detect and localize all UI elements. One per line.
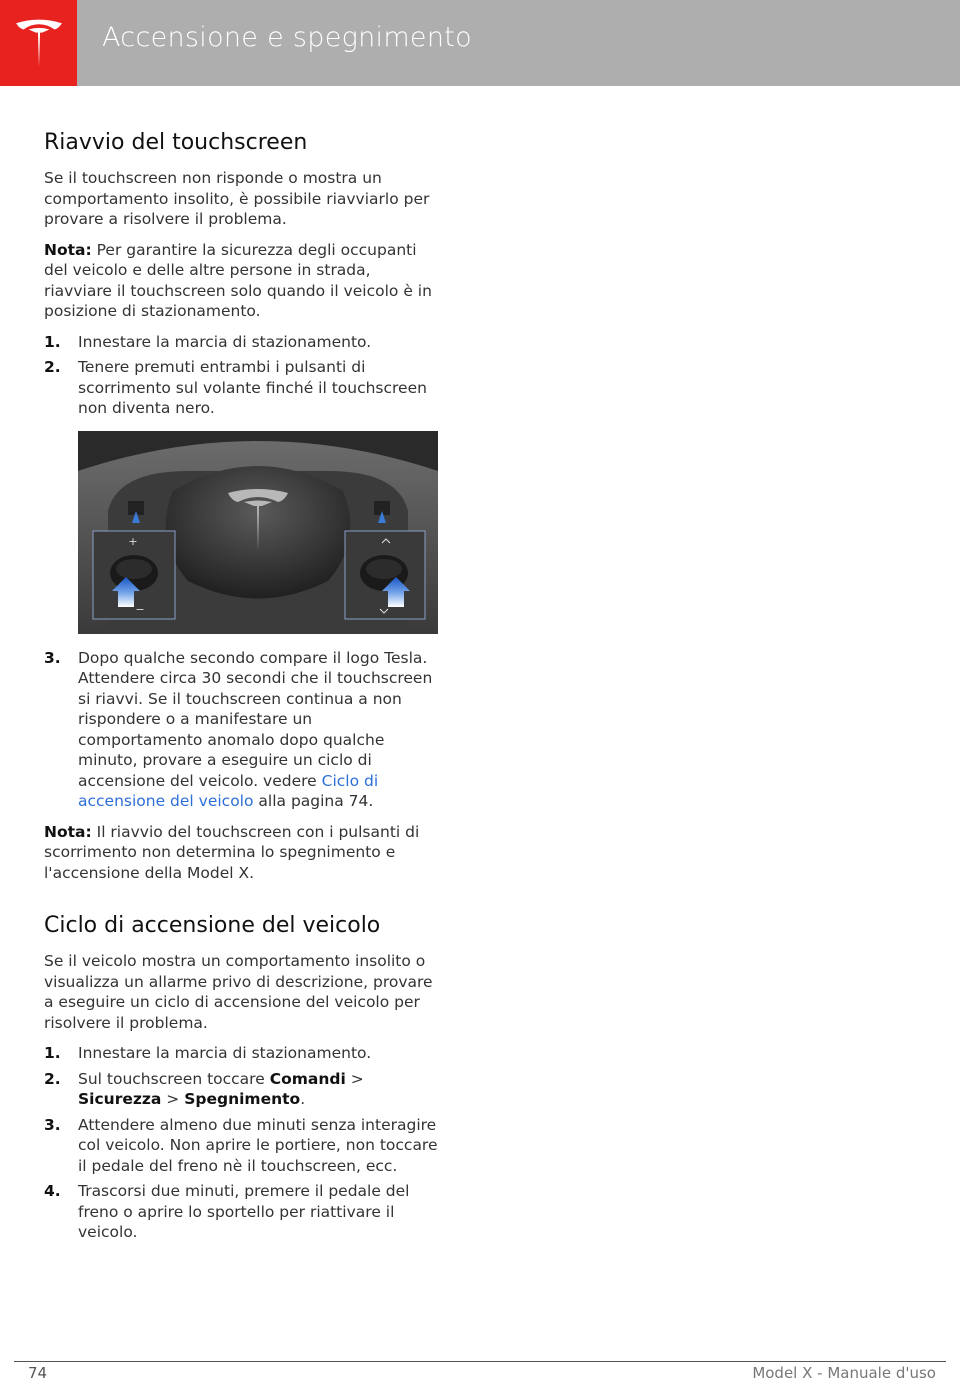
separator: > (161, 1090, 185, 1108)
step-text: Dopo qualche secondo compare il logo Tesla. Attendere circa 30 secondi che il touchscreen si riavvi. Se il touchscreen continua a non rispondere o a manifestare un comportamento anomalo dopo qualche minuto, provare a eseguire un ciclo di accensione del veicolo. vedere (78, 648, 433, 790)
section-heading-restart: Riavvio del touchscreen (44, 130, 308, 155)
step-number: 1. (44, 1044, 61, 1062)
list-item (44, 357, 440, 419)
restart-intro: Se il touchscreen non risponde o mostra un comportamento insolito, è possibile riavviarlo per provare a risolvere il problema. (44, 169, 430, 228)
plus-label: + (128, 534, 138, 548)
footer-divider (14, 1361, 946, 1362)
step-number: 2. (44, 1069, 61, 1088)
footer-title: Model X - Manuale d'uso (752, 1364, 936, 1382)
separator: > (345, 1069, 364, 1088)
step-number: 3. (44, 648, 61, 667)
step-text: Attendere almeno due minuti senza interagire col veicolo. Non aprire le portiere, non toccare il pedale del freno nè il touchscreen, ecc. (78, 1115, 438, 1175)
list-item (44, 332, 440, 353)
section-heading-power-cycle: Ciclo di accensione del veicolo (44, 913, 381, 938)
list-item (44, 1115, 440, 1177)
step-text: Sul touchscreen toccare (78, 1069, 270, 1088)
note-label: Nota: (44, 240, 92, 259)
list-item (44, 1043, 440, 1064)
tesla-logo-icon (13, 17, 65, 69)
step-number: 3. (44, 1115, 61, 1134)
power-cycle-intro: Se il veicolo mostra un comportamento insolito o visualizza un allarme privo di descrizione, provare a eseguire un ciclo di accensione del veicolo per risolvere il problema. (44, 952, 433, 1032)
page-number: 74 (28, 1364, 48, 1382)
step-text: Tenere premuti entrambi i pulsanti di scorrimento sul volante finché il touchscreen non diventa nero. (78, 358, 427, 417)
step-number: 4. (44, 1182, 61, 1200)
right-scroll-button-inset (345, 531, 425, 619)
menu-safety: Sicurezza (78, 1090, 162, 1108)
step-text: Innestare la marcia di stazionamento. (78, 332, 372, 351)
list-item (44, 648, 440, 812)
page-title: Accensione e spegnimento (102, 22, 472, 53)
left-scroll-button-inset (93, 531, 175, 619)
step-number: 1. (44, 332, 61, 351)
minus-label: − (135, 602, 145, 616)
restart-steps-continued (44, 648, 440, 812)
power-cycle-steps (44, 1043, 440, 1243)
note2-label: Nota: (44, 822, 92, 841)
period: . (300, 1090, 306, 1108)
note2-paragraph (44, 822, 440, 884)
page-header (0, 0, 960, 86)
step-text-after: alla pagina 74. (253, 792, 374, 810)
note-paragraph (44, 240, 440, 322)
step-number: 2. (44, 358, 61, 376)
menu-power-off: Spegnimento (184, 1090, 301, 1108)
note2-text: Il riavvio del touchscreen con i pulsanti di scorrimento non determina lo spegnimento e l'accensione della Model X. (44, 822, 420, 882)
step-text: Trascorsi due minuti, premere il pedale del freno o aprire lo sportello per riattivare il veicolo. (78, 1182, 410, 1241)
logo-box (0, 0, 77, 86)
list-item (44, 1069, 440, 1110)
note-text: Per garantire la sicurezza degli occupanti del veicolo e delle altre persone in strada, riavviare il touchscreen solo quando il veicolo è in posizione di stazionamento. (44, 240, 432, 320)
step-text: Innestare la marcia di stazionamento. (78, 1044, 372, 1062)
menu-controls: Comandi (269, 1069, 346, 1088)
list-item (44, 1181, 440, 1243)
main-column (44, 128, 440, 1253)
power-cycle-link[interactable]: Ciclo di accensione del veicolo (78, 771, 379, 810)
steering-wheel-figure (78, 431, 438, 634)
restart-steps (44, 332, 440, 419)
